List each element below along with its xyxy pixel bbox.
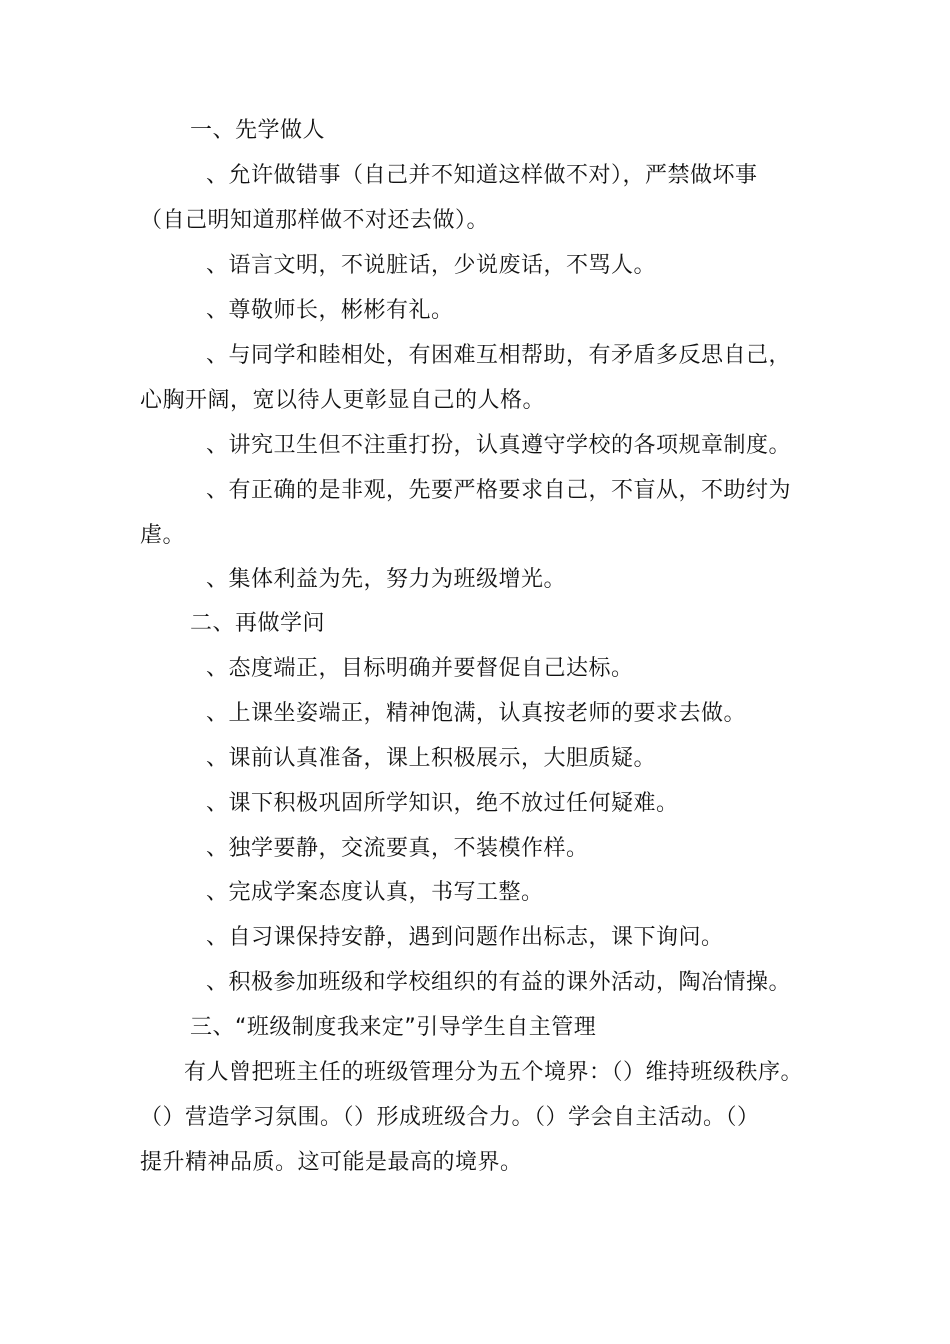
paragraph-line: 有人曾把班主任的班级管理分为五个境界：（）维持班级秩序。 xyxy=(184,1060,804,1085)
paragraph-line: 、有正确的是非观，先要严格要求自己，不盲从，不助纣为 xyxy=(206,478,792,503)
paragraph-line: （自己明知道那样做不对还去做）。 xyxy=(140,208,490,233)
paragraph-line: 提升精神品质。这可能是最高的境界。 xyxy=(140,1150,523,1175)
paragraph-line: 、集体利益为先，努力为班级增光。 xyxy=(206,567,567,592)
paragraph-line: 心胸开阔，宽以待人更彰显自己的人格。 xyxy=(140,388,546,413)
paragraph-line: 、完成学案态度认真，书写工整。 xyxy=(206,880,544,905)
paragraph-line: 、讲究卫生但不注重打扮，认真遵守学校的各项规章制度。 xyxy=(206,433,792,458)
paragraph-line: 、上课坐姿端正，精神饱满，认真按老师的要求去做。 xyxy=(206,701,747,726)
heading-1: 一、先学做人 xyxy=(190,118,326,143)
paragraph-line: 、与同学和睦相处，有困难互相帮助，有矛盾多反思自己， xyxy=(206,343,792,368)
paragraph-line: （）营造学习氛围。（）形成班级合力。（）学会自主活动。（） xyxy=(140,1105,760,1130)
paragraph-line: 、课前认真准备，课上积极展示，大胆质疑。 xyxy=(206,746,657,771)
paragraph-line: 、允许做错事（自己并不知道这样做不对），严禁做坏事 xyxy=(206,163,758,188)
paragraph-line: 、自习课保持安静，遇到问题作出标志，课下询问。 xyxy=(206,925,724,950)
heading-3: 三、“班级制度我来定”引导学生自主管理 xyxy=(190,1015,597,1040)
paragraph-line: 、独学要静，交流要真，不装模作样。 xyxy=(206,836,589,861)
paragraph-line: 、态度端正，目标明确并要督促自己达标。 xyxy=(206,656,634,681)
paragraph-line: 、积极参加班级和学校组织的有益的课外活动，陶冶情操。 xyxy=(206,970,792,995)
paragraph-line: 、课下积极巩固所学知识，绝不放过任何疑难。 xyxy=(206,791,679,816)
heading-2: 二、再做学问 xyxy=(190,611,326,636)
paragraph-line: 虐。 xyxy=(140,523,186,548)
paragraph-line: 、语言文明，不说脏话，少说废话，不骂人。 xyxy=(206,253,657,278)
paragraph-line: 、尊敬师长，彬彬有礼。 xyxy=(206,298,454,323)
